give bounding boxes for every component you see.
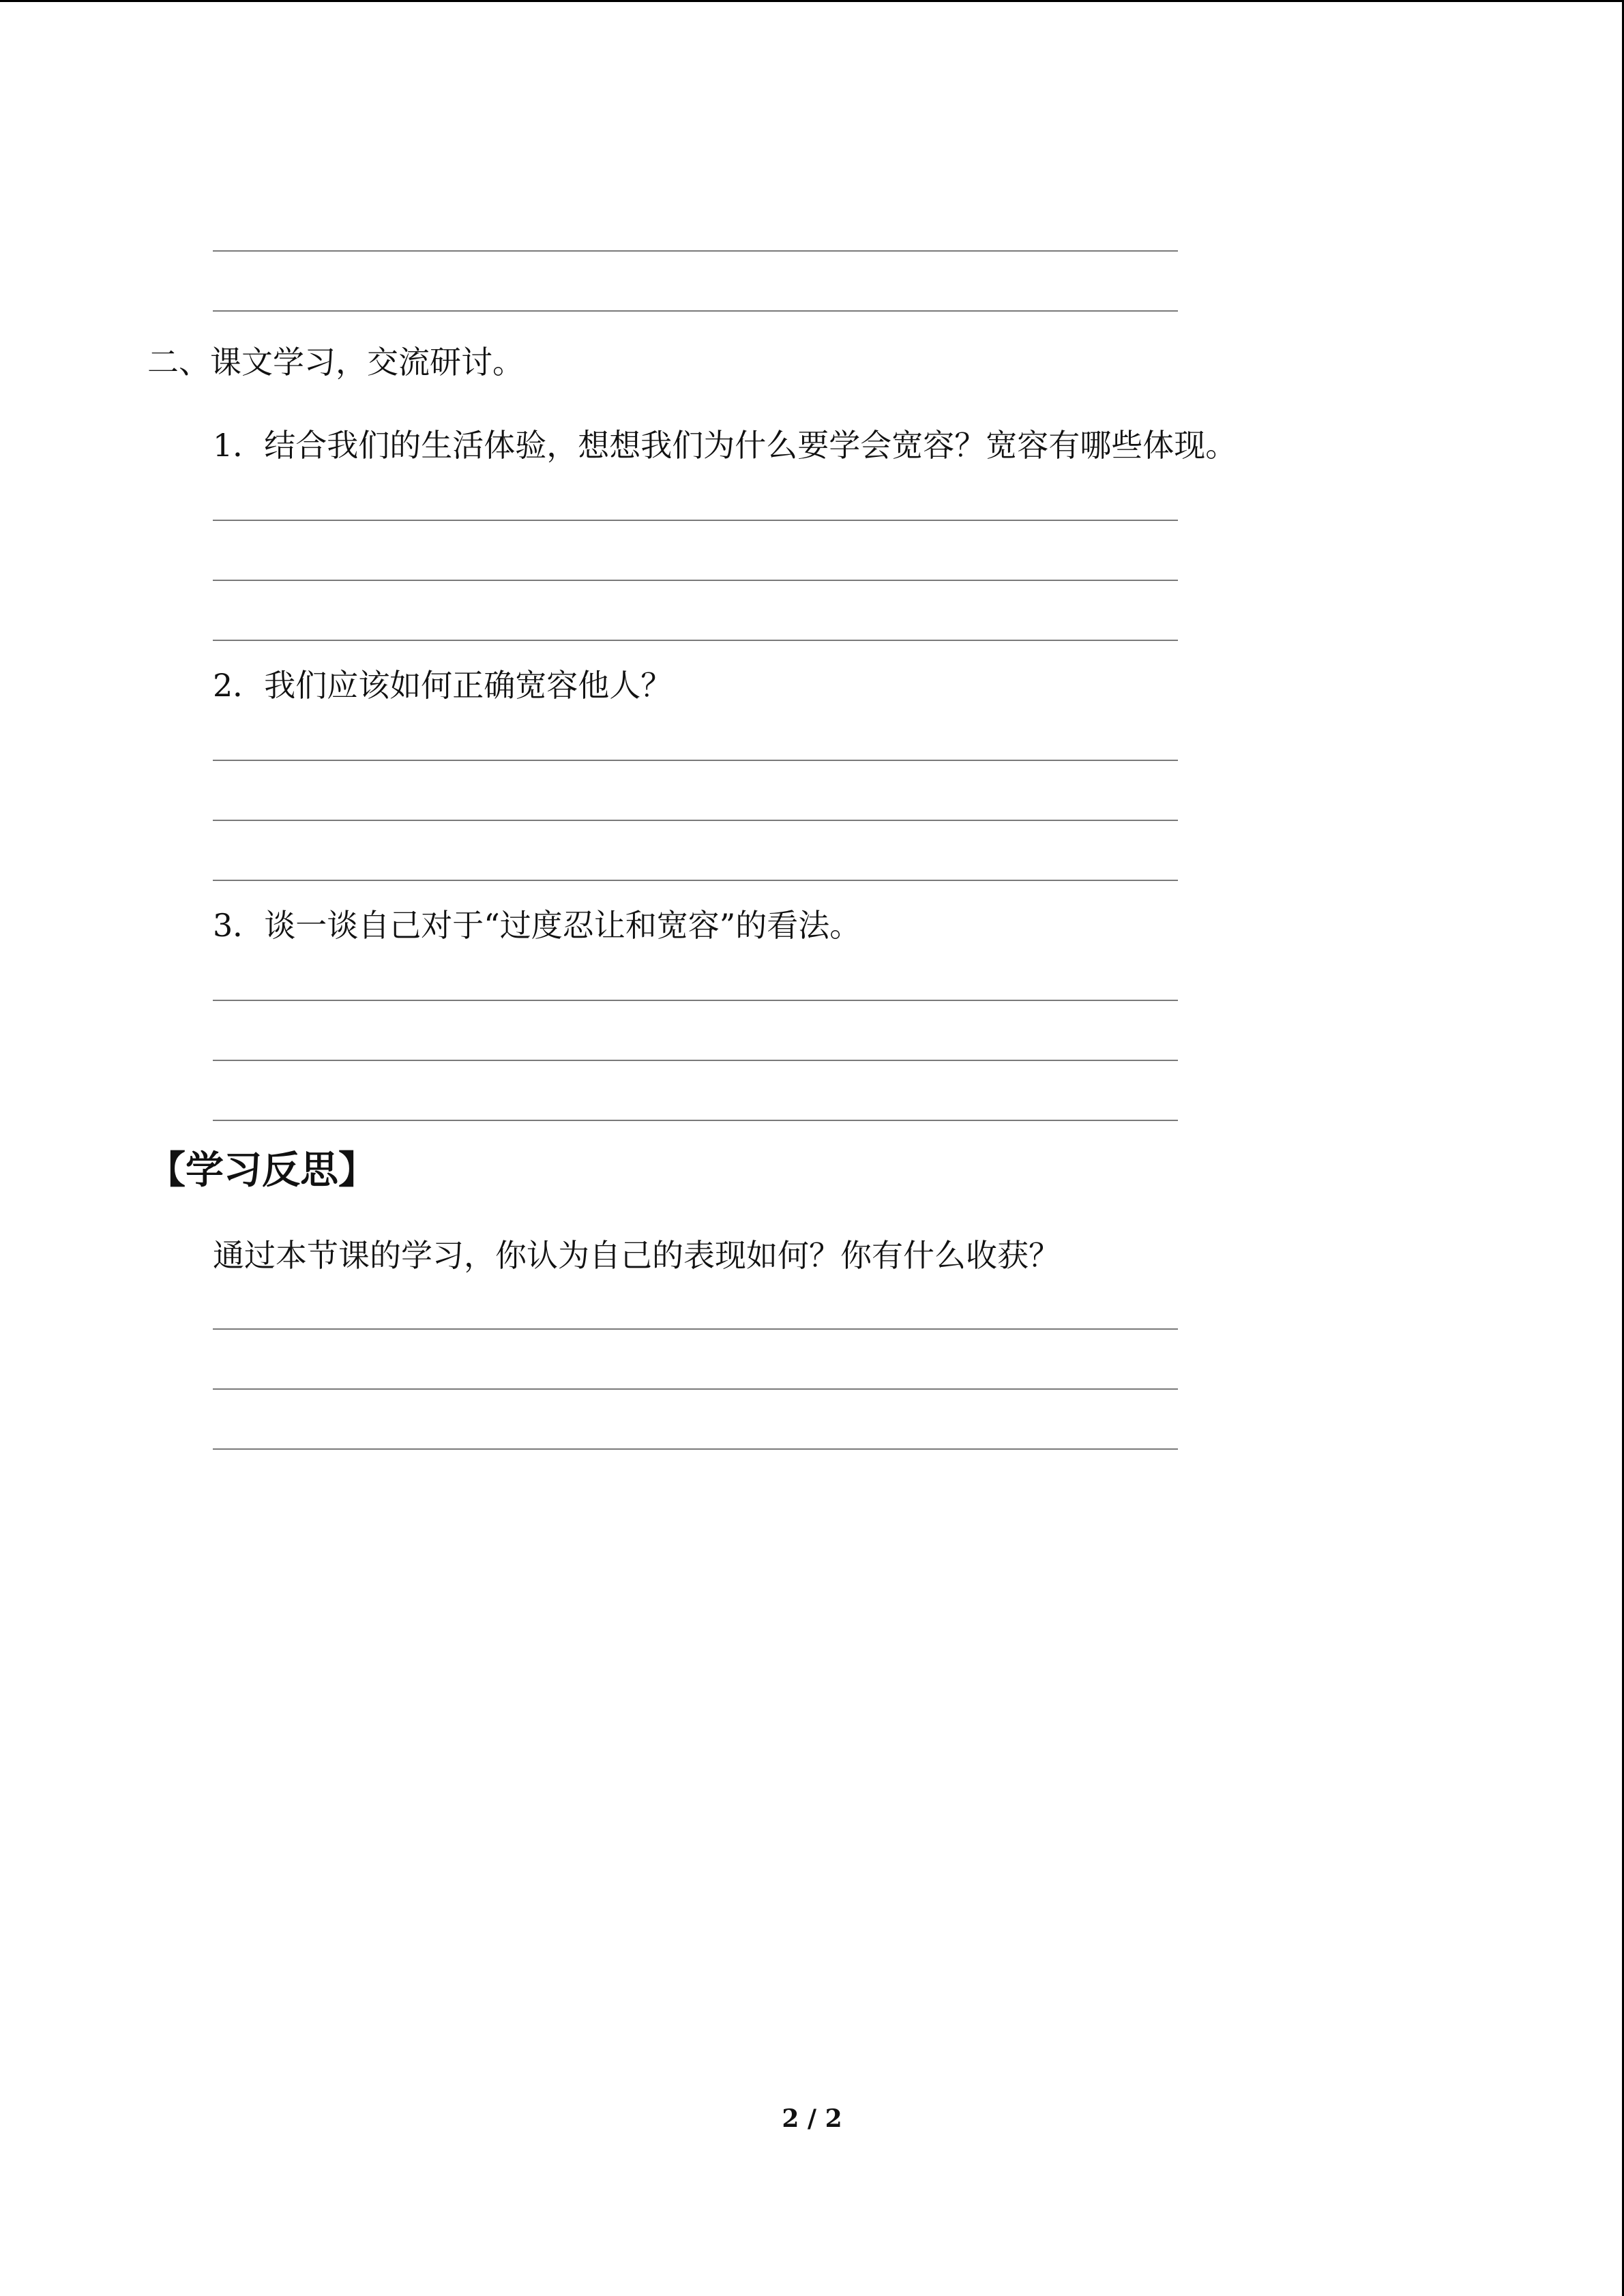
section-two-title: 二、课文学习，交流研讨。 [147,344,524,381]
answer-line[interactable] [213,250,1178,252]
answer-line[interactable] [213,1120,1178,1121]
page-number: 2 / 2 [782,2104,842,2133]
answer-line[interactable] [213,310,1178,312]
answer-line[interactable] [213,580,1178,581]
answer-line[interactable] [213,1388,1178,1390]
answer-line[interactable] [213,1060,1178,1061]
page-top-border [0,0,1624,2]
answer-line[interactable] [213,760,1178,761]
answer-line[interactable] [213,1328,1178,1330]
answer-line[interactable] [213,880,1178,881]
answer-line[interactable] [213,520,1178,521]
reflection-prompt: 通过本节课的学习，你认为自己的表现如何？你有什么收获？ [213,1237,1060,1274]
answer-line[interactable] [213,1448,1178,1450]
answer-line[interactable] [213,1000,1178,1001]
answer-line[interactable] [213,820,1178,821]
reflection-heading: 【学习反思】 [147,1148,377,1193]
answer-line[interactable] [213,640,1178,641]
question-2: 2．我们应该如何正确宽容他人？ [213,667,673,704]
question-3: 3．谈一谈自己对于“过度忍让和宽容”的看法。 [213,907,861,944]
question-1: 1．结合我们的生活体验，想想我们为什么要学会宽容？宽容有哪些体现。 [213,427,1237,464]
